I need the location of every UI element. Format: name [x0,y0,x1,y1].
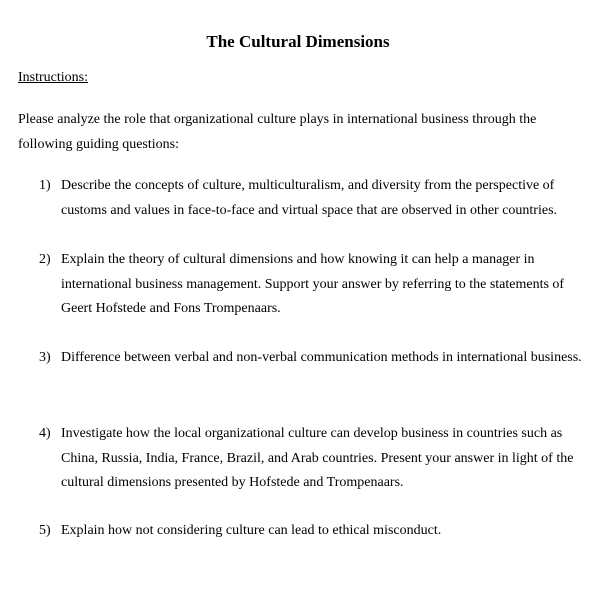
question-number: 4) [39,426,51,441]
question-text: Difference between verbal and non-verbal communication methods in international business. [61,350,582,365]
question-number: 1) [39,178,51,193]
question-text: Investigate how the local organizational culture can develop business in countries such as China, Russia, India, France, Brazil, and Arab countries. Present your answer in light of the cultural dimensions presented by Hofstede and Trompenaars. [61,426,574,490]
question-number: 5) [39,523,51,538]
question-text: Explain the theory of cultural dimensions and how knowing it can help a manager in international business management. Support your answer by referring to the statements of Geert Hofstede and Fons Trompenaars. [61,252,565,316]
instructions-label: Instructions: [18,70,88,85]
question-text: Explain how not considering culture can lead to ethical misconduct. [61,523,442,538]
question-number: 3) [39,350,51,365]
document-title: The Cultural Dimensions [206,32,390,51]
question-number: 2) [39,252,51,267]
question-text: Describe the concepts of culture, multiculturalism, and diversity from the perspective of customs and values in face-to-face and virtual space that are observed in other countries. [61,178,558,218]
intro-paragraph: Please analyze the role that organizational culture plays in international business through the following guiding questions: [18,112,537,152]
